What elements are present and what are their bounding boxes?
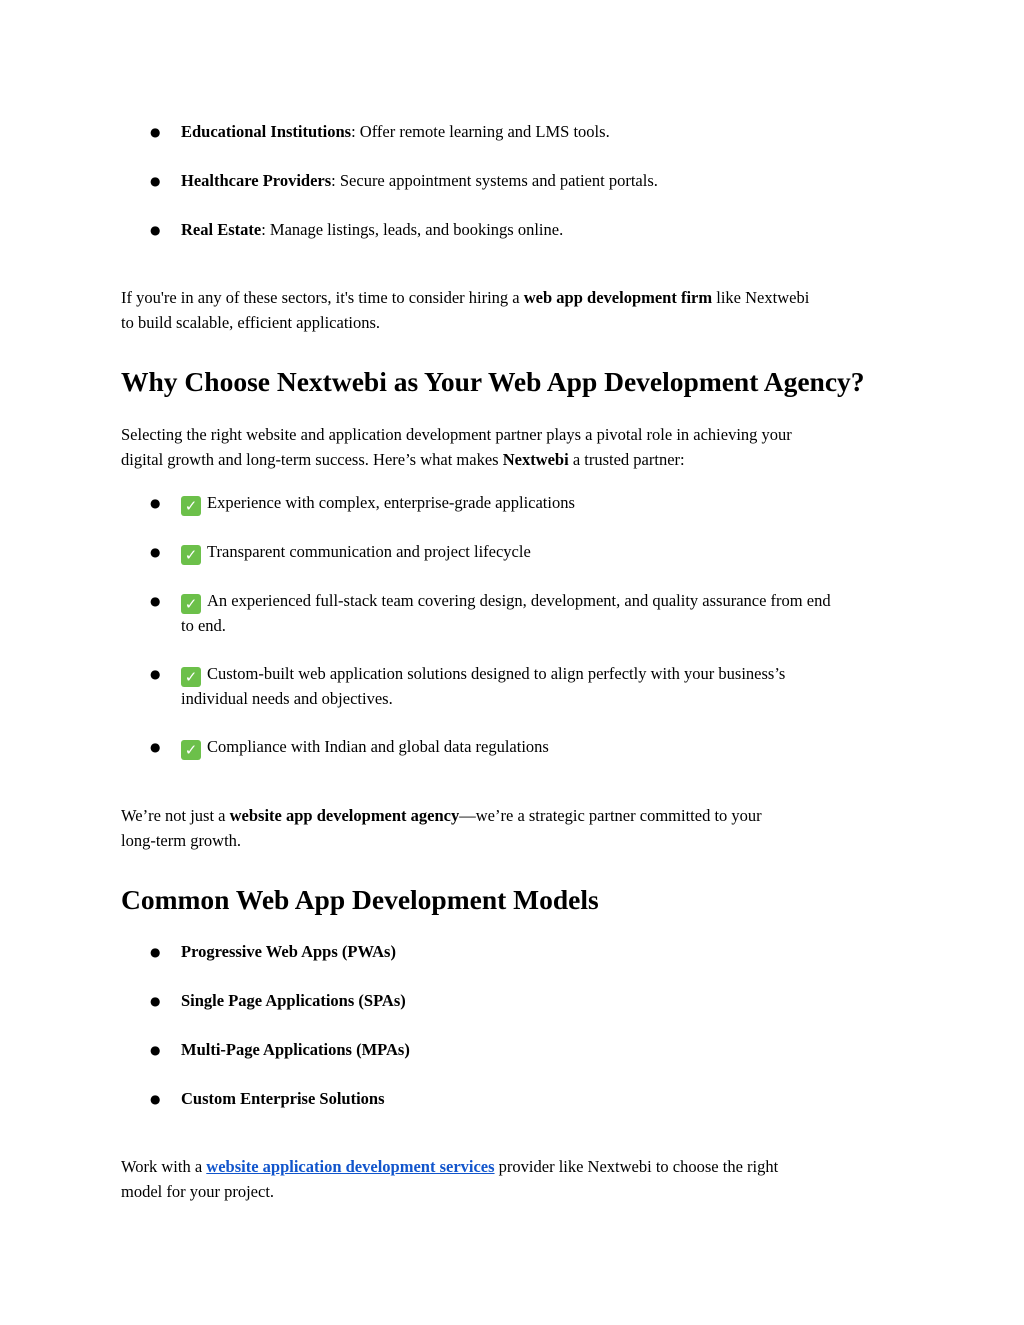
partner-paragraph: We’re not just a website app development agency—we’re a strategic partner committed to your long-term growth. <box>121 806 762 850</box>
model-name: Multi-Page Applications (MPAs) <box>181 1040 410 1059</box>
bullet-icon: ● <box>150 1043 161 1057</box>
sector-title: Educational Institutions <box>181 122 352 141</box>
check-mark-icon: ✓ <box>181 545 201 565</box>
sector-description: : Secure appointment systems and patient portals. <box>331 171 658 190</box>
bold-phrase: website app development agency <box>229 806 460 825</box>
bullet-icon: ● <box>150 1092 161 1106</box>
model-name: Single Page Applications (SPAs) <box>181 991 406 1010</box>
sector-description: : Offer remote learning and LMS tools. <box>351 122 610 141</box>
document-page: ● Educational Institutions: Offer remote learning and LMS tools. ● Healthcare Providers: Secure appointment systems and patient portals. ● Real Estate: Manage listings, leads, and bookings online. If you're in any of these sectors, it's time to consider hiring a web app development firm like Nextwebi to build scalable, efficient applications. Why Choose Nextwebi as Your Web App Development Agency? Selecting the right website and application development partner plays a pivotal role in achieving your digital growth and long-term success. Here’s what makes Nextwebi a trusted partner: ● ✓ Experience with complex, enterprise-grade applications ● ✓ Transparent communication and project lifecycle ● ✓ An experienced full-stack team covering design, development, and quality assurance from end to end. ● ✓ Custom-built web application solutions designed to align perfectly with your business’s individual needs and objectives. ● ✓ Compliance with Indian and global data regulations We’re not just a website app development agency—we’re a strategic partner committed to your long-term growth. Common Web App Development Models ● Progressive Web Apps (PWAs) ● Single Page Applications (SPAs) ● Multi-Page Applications (MPAs) ● Custom Enterprise Solutions Work with a website application development services provider like Nextwebi to choose the right model for your project. <box>0 0 1024 1325</box>
bullet-icon: ● <box>150 740 161 754</box>
model-name: Custom Enterprise Solutions <box>181 1089 385 1108</box>
brand-name: Nextwebi <box>502 449 569 469</box>
bullet-icon: ● <box>150 223 161 237</box>
sector-title: Real Estate <box>181 220 262 239</box>
why-paragraph: Selecting the right website and application development partner plays a pivotal role in achieving your digital growth and long-term success. Here’s what makes Nextwebi a trusted partner: <box>121 425 792 469</box>
bullet-icon: ● <box>150 545 161 559</box>
section-heading-models: Common Web App Development Models <box>121 884 599 915</box>
bullet-icon: ● <box>150 174 161 188</box>
check-mark-icon: ✓ <box>181 740 201 760</box>
sector-paragraph: If you're in any of these sectors, it's time to consider hiring a web app development firm like Nextwebi to build scalable, efficient applications. <box>121 288 810 332</box>
closing-paragraph: Work with a website application development services provider like Nextwebi to choose the right model for your project. <box>121 1157 779 1201</box>
bullet-icon: ● <box>150 994 161 1008</box>
bullet-icon: ● <box>150 945 161 959</box>
bullet-icon: ● <box>150 496 161 510</box>
check-mark-icon: ✓ <box>181 667 201 687</box>
model-name: Progressive Web Apps (PWAs) <box>181 942 396 961</box>
sector-title: Healthcare Providers <box>181 171 332 190</box>
services-link[interactable]: website application development services <box>206 1157 495 1176</box>
bullet-icon: ● <box>150 667 161 681</box>
bold-phrase: web app development firm <box>523 288 713 307</box>
sector-description: : Manage listings, leads, and bookings online. <box>261 220 564 239</box>
section-heading-why: Why Choose Nextwebi as Your Web App Development Agency? <box>121 366 865 397</box>
bullet-icon: ● <box>150 594 161 608</box>
check-mark-icon: ✓ <box>181 496 201 516</box>
bullet-icon: ● <box>150 125 161 139</box>
check-mark-icon: ✓ <box>181 594 201 614</box>
